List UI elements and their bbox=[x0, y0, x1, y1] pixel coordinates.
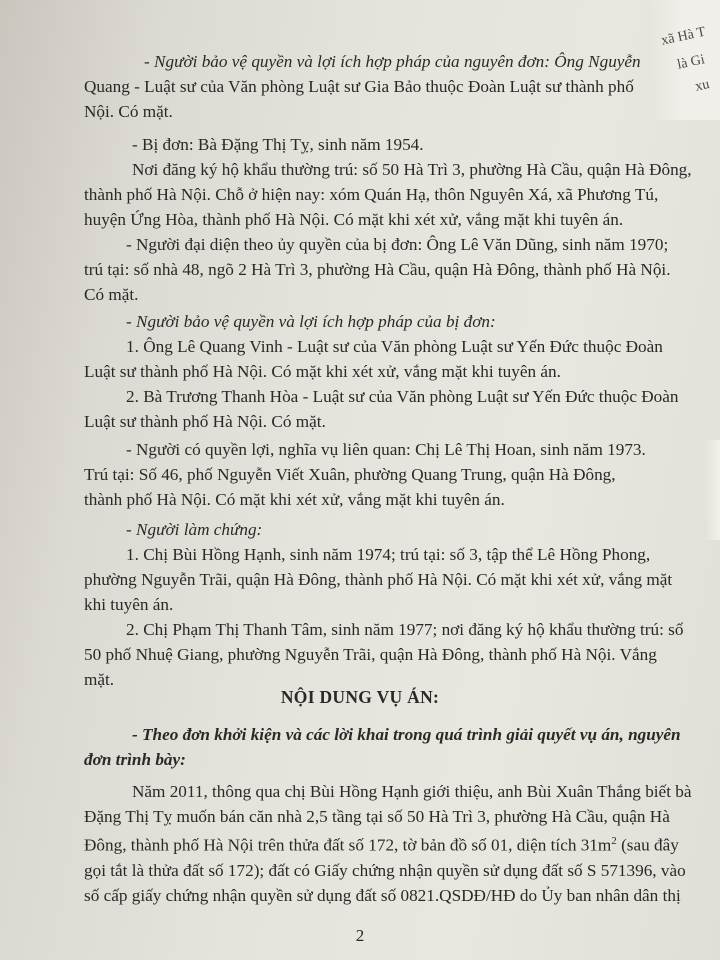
text-line: huyện Ứng Hòa, thành phố Hà Nội. Có mặt khi xét xử, vắng mặt khi tuyên án. bbox=[84, 210, 624, 229]
margin-text: là Gi bbox=[676, 52, 707, 73]
text-line: 2. Chị Phạm Thị Thanh Tâm, sinh năm 1977; nơi đăng ký hộ khẩu thường trú: số bbox=[126, 620, 684, 639]
text-line: số cấp giấy chứng nhận quyền sử dụng đất số 0821.QSDĐ/HĐ do Ủy ban nhân dân thị bbox=[84, 885, 681, 905]
margin-text: xã Hà T bbox=[660, 24, 707, 49]
text-line: thành phố Hà Nội. Có mặt khi xét xử, vắng mặt khi tuyên án. bbox=[84, 490, 505, 509]
text-line: phường Nguyễn Trãi, quận Hà Đông, thành phố Hà Nội. Có mặt khi xét xử, vắng mặt bbox=[84, 570, 673, 589]
text-line: mặt. bbox=[84, 670, 115, 689]
text-line: đơn trình bày: bbox=[84, 750, 186, 769]
text-line: thành phố Hà Nội. Chỗ ở hiện nay: xóm Quán Hạ, thôn Nguyên Xá, xã Phương Tú, bbox=[84, 185, 659, 204]
defendant-paragraph bbox=[84, 132, 702, 232]
text-line: 2. Bà Trương Thanh Hòa - Luật sư của Văn phòng Luật sư Yến Đức thuộc Đoàn bbox=[126, 387, 679, 406]
text-line: trú tại: số nhà 48, ngõ 2 Hà Trì 3, phường Hà Cầu, quận Hà Đông, thành phố Hà Nội. bbox=[84, 260, 671, 279]
text-line: 1. Chị Bùi Hồng Hạnh, sinh năm 1974; trú tại: số 3, tập thể Lê Hồng Phong, bbox=[126, 545, 651, 564]
plaintiff-lawyer-paragraph bbox=[84, 49, 702, 124]
text-line: - Người có quyền lợi, nghĩa vụ liên quan: Chị Lê Thị Hoan, sinh năm 1973. bbox=[126, 440, 646, 459]
text-line: - Người đại diện theo ủy quyền của bị đơn: Ông Lê Văn Dũng, sinh năm 1970; bbox=[126, 235, 669, 254]
defendant-representative-paragraph bbox=[84, 232, 702, 307]
page-number: 2 bbox=[355, 926, 365, 945]
text-line: - Người làm chứng: bbox=[126, 520, 263, 539]
section-heading: NỘI DUNG VỤ ÁN: bbox=[280, 687, 440, 707]
text-line: Luật sư thành phố Hà Nội. Có mặt. bbox=[84, 412, 326, 431]
text-line: gọi tắt là thửa đất số 172); đất có Giấy chứng nhận quyền sử dụng đất số S 571396, vào bbox=[84, 860, 686, 880]
text-line: - Người bảo vệ quyền và lợi ích hợp pháp của nguyên đơn: Ông Nguyễn bbox=[144, 52, 641, 71]
text-line: 1. Ông Lê Quang Vinh - Luật sư của Văn phòng Luật sư Yến Đức thuộc Đoàn bbox=[126, 337, 663, 356]
text-line: - Người bảo vệ quyền và lợi ích hợp pháp của bị đơn: bbox=[126, 312, 496, 331]
text-line: Nội. Có mặt. bbox=[84, 102, 173, 121]
text-line: khi tuyên án. bbox=[84, 595, 174, 614]
related-party-paragraph bbox=[84, 437, 702, 512]
text-line: Có mặt. bbox=[84, 285, 139, 304]
text-line: Năm 2011, thông qua chị Bùi Hồng Hạnh giới thiệu, anh Bùi Xuân Thắng biết bà bbox=[132, 782, 692, 801]
superscript: 2 bbox=[611, 835, 617, 847]
text-line: 50 phố Nhuệ Giang, phường Nguyễn Trãi, quận Hà Đông, thành phố Hà Nội. Vắng bbox=[84, 645, 657, 664]
text-line: - Bị đơn: Bà Đặng Thị Tỵ, sinh năm 1954. bbox=[132, 135, 424, 154]
body-paragraph bbox=[84, 779, 702, 908]
text-line: Đặng Thị Tỵ muốn bán căn nhà 2,5 tầng tại số 50 Hà Trì 3, phường Hà Cầu, quận Hà bbox=[84, 807, 670, 826]
text-line: Đông, thành phố Hà Nội trên thửa đất số 172, tờ bản đồ số 01, diện tích 31m bbox=[84, 835, 612, 855]
text-line: (sau đây bbox=[616, 835, 679, 855]
text-line: Quang - Luật sư của Văn phòng Luật sư Gia Bảo thuộc Đoàn Luật sư thành phố bbox=[84, 77, 634, 96]
text-line: Trú tại: Số 46, phố Nguyễn Viết Xuân, phường Quang Trung, quận Hà Đông, bbox=[84, 465, 616, 484]
margin-text: xu bbox=[694, 77, 711, 95]
page-edge-shadow bbox=[704, 440, 720, 540]
text-line: Nơi đăng ký hộ khẩu thường trú: số 50 Hà Trì 3, phường Hà Cầu, quận Hà Đông, bbox=[132, 160, 692, 179]
text-line: - Theo đơn khởi kiện và các lời khai trong quá trình giải quyết vụ án, nguyên bbox=[132, 725, 681, 744]
defendant-lawyers-paragraph bbox=[84, 309, 702, 434]
text-line: Luật sư thành phố Hà Nội. Có mặt khi xét xử, vắng mặt khi tuyên án. bbox=[84, 362, 561, 381]
intro-paragraph bbox=[84, 722, 702, 772]
witnesses-paragraph bbox=[84, 517, 702, 692]
